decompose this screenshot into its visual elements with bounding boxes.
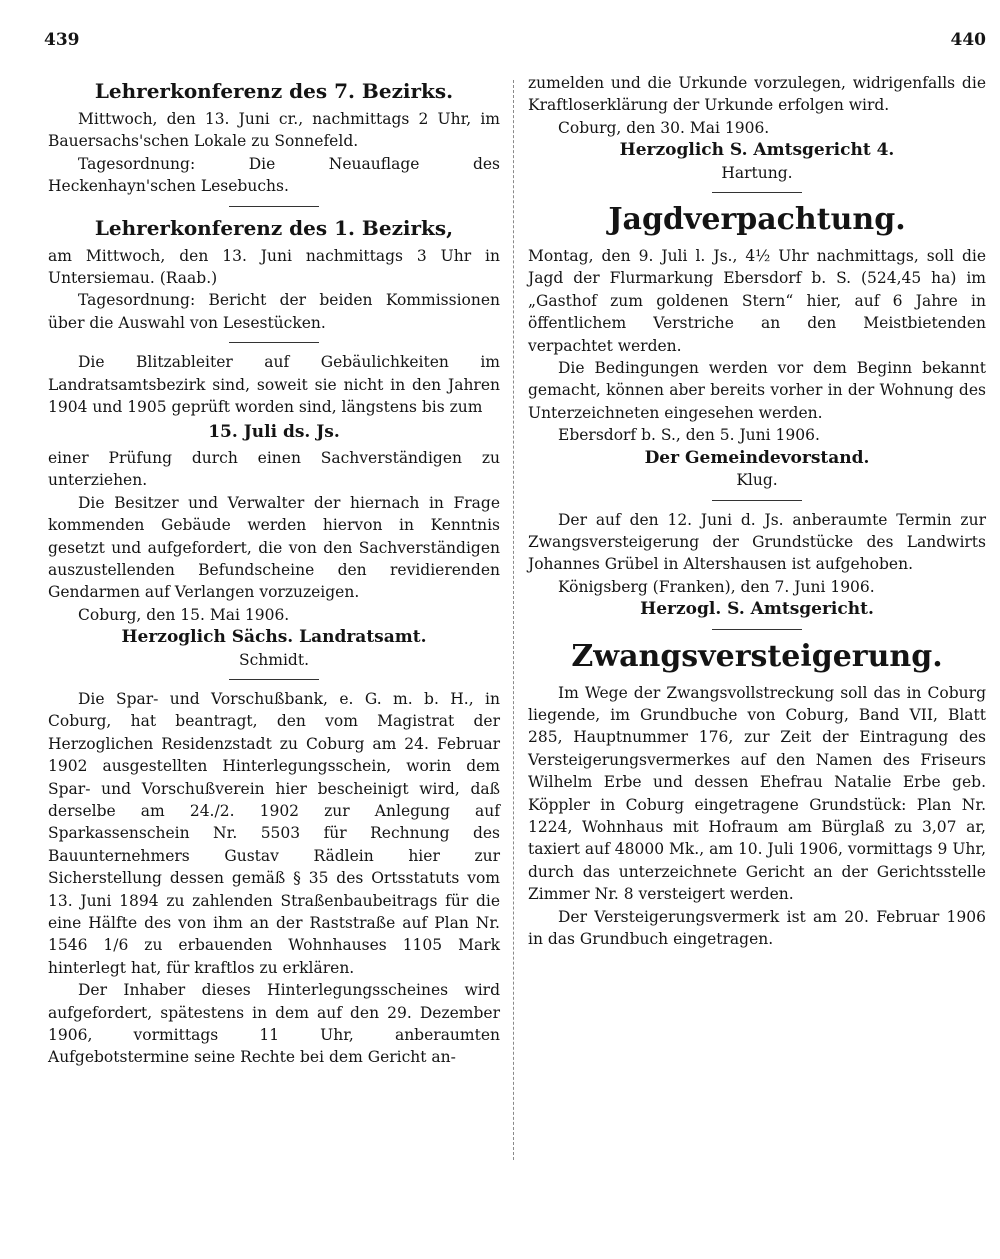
authority-signature: Der Gemeindevorstand. — [644, 447, 870, 468]
notice-paragraph: am Mittwoch, den 13. Juni nachmittags 3 Uhr in Untersiemau. (Raab.) — [48, 246, 500, 288]
signatory-name: Schmidt. — [238, 650, 309, 669]
notice-paragraph: Montag, den 9. Juli l. Js., 4½ Uhr nachmittags, soll die Jagd der Flurmarkung Ebersdorf b. S. (524,45 ha) im „Gasthof zum goldenen Stern“ hier, auf 6 Jahre in öffentlichem Verstriche an den Meistbietenden verpachtet werden. — [528, 247, 986, 355]
notice-heading: Jagdverpachtung. — [608, 202, 906, 238]
notice-paragraph: Im Wege der Zwangsvollstreckung soll das in Coburg liegende, im Grundbuche von Coburg, Band VII, Blatt 285, Hauptnummer 176, zur Zeit der Eintragung des Versteigerungsvermerkes auf den Namen des Friseurs Wilhelm Erbe und dessen Ehefrau Natalie Erbe geb. Köppler in Coburg eingetragene Grundstück: Plan Nr. 1224, Wohnhaus mit Hofraum am Bürglaß zu 3,07 ar, taxiert auf 48000 Mk., am 10. Juli 1906, vormittags 9 Uhr, durch das unterzeichnete Gericht an der Gerichtsstelle Zimmer Nr. 8 versteigert werden. — [528, 683, 986, 904]
place-date: Ebersdorf b. S., den 5. Juni 1906. — [558, 426, 820, 445]
notice-heading: Lehrerkonferenz des 7. Bezirks. — [94, 79, 454, 103]
right-column — [528, 72, 986, 950]
notice-paragraph: Tagesordnung: Bericht der beiden Kommissionen über die Auswahl von Lesestücken. — [48, 291, 500, 332]
notice-paragraph: Der Versteigerungsvermerk ist am 20. Februar 1906 in das Grundbuch eingetragen. — [528, 907, 986, 948]
separator-rule — [712, 192, 802, 193]
notice-paragraph: Der Inhaber dieses Hinterlegungsscheines wird aufgefordert, spätestens in dem auf den 29. Dezember 1906, vormittags 11 Uhr, anberaumten Aufgebotstermine seine Rechte bei dem Gericht an- — [48, 981, 500, 1067]
notice-paragraph: Die Besitzer und Verwalter der hiernach in Frage kommenden Gebäude werden hiervon in Kenntnis gesetzt und aufgefordert, die von den Sachverständigen auszustellenden Befundscheine den revidierenden Gendarmen auf Verlangen vorzuzeigen. — [48, 493, 500, 602]
authority-signature: Herzogl. S. Amtsgericht. — [640, 599, 874, 620]
place-date: Coburg, den 15. Mai 1906. — [78, 605, 290, 624]
notice-paragraph: Mittwoch, den 13. Juni cr., nachmittags 2 Uhr, im Bauersachs'schen Lokale zu Sonnefeld. — [48, 110, 500, 151]
notice-paragraph: Die Spar- und Vorschußbank, e. G. m. b. H., in Coburg, hat beantragt, den vom Magistrat der Herzoglichen Residenzstadt zu Coburg am 24. Februar 1902 ausgestellten Hinterlegungsschein, worin dem Spar- und Vorschußverein hier bescheinigt wird, daß derselbe am 24./2. 1902 zur Anlegung auf Sparkassenschein Nr. 5503 für Rechnung des Bauunternehmers Gustav Rädlein hier zur Sicherstellung dessen gemäß § 35 des Ortsstatuts vom 13. Juni 1894 zu zahlenden Straßenbaubeitrags für die eine Hälfte des von ihm an der Raststraße auf Plan Nr. 1546 1/6 zu erbauenden Wohnhauses 1105 Mark hinterlegt hat, für kraftlos zu erklären. — [48, 689, 500, 977]
authority-signature: Herzoglich Sächs. Landratsamt. — [121, 627, 427, 648]
notice-paragraph: Die Bedingungen werden vor dem Beginn bekannt gemacht, können aber bereits vorher in der Wohnung des Unterzeichneten eingesehen werden. — [528, 359, 986, 422]
separator-rule — [229, 679, 319, 680]
signatory-name: Hartung. — [721, 163, 793, 182]
separator-rule — [229, 206, 319, 207]
authority-signature: Herzoglich S. Amtsgericht 4. — [619, 140, 895, 161]
page-number-right: 440 — [950, 30, 986, 50]
notice-paragraph: Der auf den 12. Juni d. Js. anberaumte Termin zur Zwangsversteigerung der Grundstücke des Landwirts Johannes Grübel in Altershausen ist aufgehoben. — [528, 510, 986, 574]
signatory-name: Klug. — [736, 471, 778, 490]
place-date: Coburg, den 30. Mai 1906. — [558, 118, 770, 137]
separator-rule — [229, 342, 319, 343]
deadline-date: 15. Juli ds. Js. — [208, 422, 340, 443]
notice-paragraph: einer Prüfung durch einen Sachverständigen zu unterziehen. — [48, 448, 500, 490]
page-number-left: 439 — [44, 30, 80, 50]
notice-paragraph: Die Blitzableiter auf Gebäulichkeiten im Landratsamtsbezirk sind, soweit sie nicht in den Jahren 1904 und 1905 geprüft worden sind, längstens bis zum — [48, 353, 500, 417]
notice-heading: Zwangsversteigerung. — [571, 638, 943, 674]
separator-rule — [712, 500, 802, 501]
column-divider — [513, 80, 514, 1160]
separator-rule — [712, 629, 802, 630]
notice-paragraph: zumelden und die Urkunde vorzulegen, widrigenfalls die Kraftloserklärung der Urkunde erfolgen wird. — [528, 74, 986, 115]
notice-heading: Lehrerkonferenz des 1. Bezirks, — [94, 215, 454, 240]
notice-paragraph: Tagesordnung: Die Neuauflage des Heckenhayn'schen Lesebuchs. — [48, 154, 500, 196]
place-date: Königsberg (Franken), den 7. Juni 1906. — [558, 577, 875, 596]
left-column — [48, 72, 500, 1069]
